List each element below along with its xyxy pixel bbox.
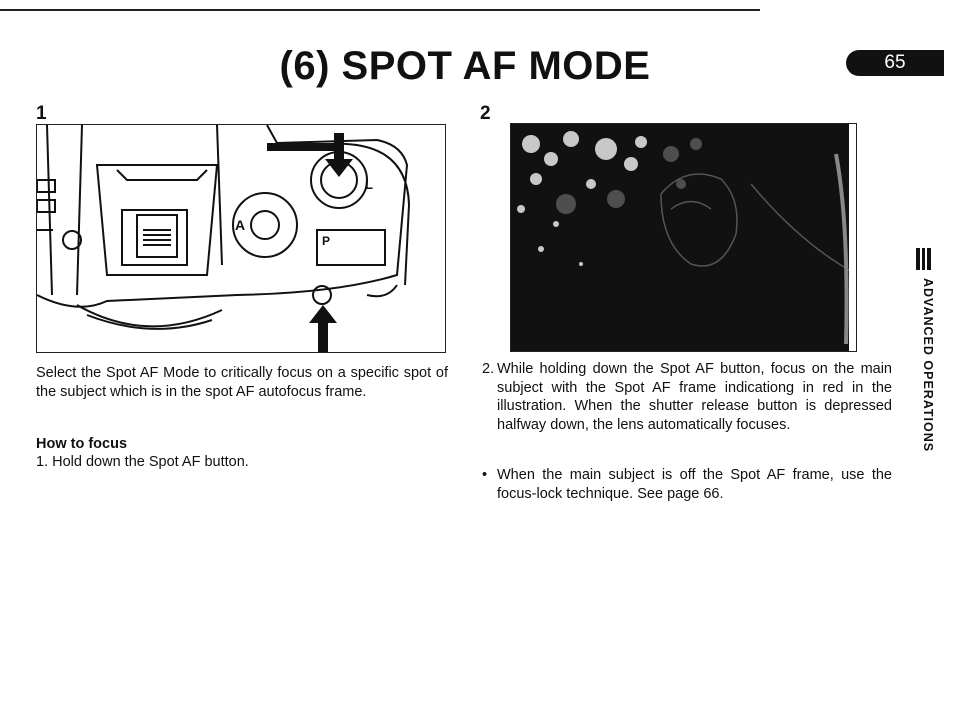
camera-drawing [37, 125, 445, 352]
lcd-label-p: P [322, 234, 331, 248]
dial-label-l: L [365, 177, 373, 192]
photo-drawing [511, 124, 856, 351]
figure-2-number: 2 [480, 103, 491, 124]
how-to-focus-heading: How to focus [36, 436, 128, 452]
note-text: When the main subject is off the Spot AF frame, use the focus-lock technique. See page 66. [497, 467, 892, 502]
side-section-label [915, 278, 937, 468]
page-title: (6) SPOT AF MODE [279, 44, 651, 88]
note-bullet: • [482, 467, 488, 483]
side-label-text: ADVANCED OPERATIONS [921, 278, 935, 453]
camera-top-illustration [36, 124, 446, 353]
focus-lock-note [482, 466, 892, 503]
dial-label-a: A [235, 217, 246, 233]
step-2 [482, 360, 892, 434]
page-number-tab: 65 [846, 50, 944, 76]
step-2-text: While holding down the Spot AF button, focus on the main subject with the Spot AF frame indicationg in red in the illustration. When the shutter release button is depressed halfway down, the lens automatically focuses. [497, 361, 892, 433]
step-2-number: 2. [482, 361, 495, 377]
figure-1-number: 1 [36, 103, 47, 124]
spot-af-photo [510, 123, 857, 352]
section-marker-bars [916, 248, 934, 270]
intro-paragraph: Select the Spot AF Mode to critically focus on a specific spot of the subject which is in the spot AF autofocus frame. [36, 365, 448, 400]
step-1: 1. Hold down the Spot AF button. [36, 454, 249, 470]
top-rule [0, 9, 760, 11]
